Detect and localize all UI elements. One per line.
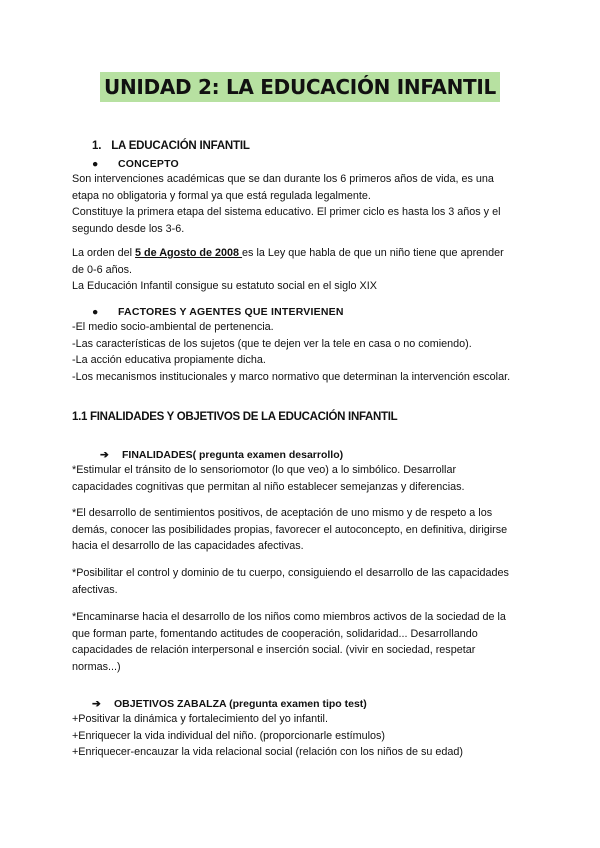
arrow-right-icon: ➔ xyxy=(100,449,109,461)
factores-label: FACTORES Y AGENTES QUE INTERVIENEN xyxy=(118,306,344,318)
finalidades-paragraph-3 xyxy=(72,565,509,598)
text-line: *Encaminarse hacia el desarrollo de los niños como miembros activos de la sociedad de la xyxy=(72,611,506,623)
section-1-heading xyxy=(92,140,250,152)
section-1-number: 1. xyxy=(92,140,102,152)
concepto-heading xyxy=(92,158,179,170)
text-line: capacidades de relación interpersonal e inserción social. (vivir en sociedad, respetar xyxy=(72,644,476,656)
concepto-paragraph xyxy=(72,171,500,237)
objetivos-heading xyxy=(92,698,367,710)
text-line: de 0-6 años. xyxy=(72,263,133,276)
orden-pre: La orden del xyxy=(72,247,136,259)
text-line: afectivas. xyxy=(72,583,118,596)
list-item: +Enriquecer la vida individual del niño. (proporcionarle estímulos) xyxy=(72,729,385,742)
list-item: -La acción educativa propiamente dicha. xyxy=(72,354,266,366)
list-item: +Enriquecer-encauzar la vida relacional social (relación con los niños de su edad) xyxy=(72,746,464,758)
factores-list xyxy=(72,319,510,385)
text-line: Son intervenciones académicas que se dan durante los 6 primeros años de vida, es una xyxy=(72,173,494,185)
page-title: UNIDAD 2: LA EDUCACIÓN INFANTIL xyxy=(100,72,500,102)
bullet-icon: ● xyxy=(92,158,99,170)
arrow-right-icon: ➔ xyxy=(92,698,101,710)
list-item: -Las características de los sujetos (que te dejen ver la tele en casa o no comiendo). xyxy=(72,337,472,350)
text-line: *Posibilitar el control y dominio de tu cuerpo, consiguiendo el desarrollo de las capacidades xyxy=(72,567,509,579)
finalidades-paragraph-4 xyxy=(72,609,506,675)
orden-paragraph xyxy=(72,245,504,295)
bullet-icon: ● xyxy=(92,306,99,318)
text-line: etapa no obligatoria y formal ya que está regulada legalmente. xyxy=(72,189,371,202)
text-line: que forman parte, fomentando actitudes de cooperación, solidaridad... Desarrollando xyxy=(72,627,478,640)
objetivos-label: OBJETIVOS ZABALZA (pregunta examen tipo test) xyxy=(114,698,367,710)
factores-heading xyxy=(92,306,344,318)
text-line xyxy=(72,245,504,262)
list-item: -El medio socio-ambiental de pertenencia. xyxy=(72,321,274,333)
text-line: *Estimular el tránsito de lo sensoriomotor (lo que veo) a lo simbólico. Desarrollar xyxy=(72,464,457,476)
orden-date: 5 de Agosto de 2008 xyxy=(135,247,243,259)
orden-post: es la Ley que habla de que un niño tiene que aprender xyxy=(242,247,504,259)
text-line: normas...) xyxy=(72,660,121,673)
section-1-title: LA EDUCACIÓN INFANTIL xyxy=(111,140,250,152)
text-line: capacidades cognitivas que permitan al niño establecer semejanzas y diferencias. xyxy=(72,480,465,493)
title-container xyxy=(0,72,600,102)
finalidades-heading xyxy=(100,449,343,461)
concepto-label: CONCEPTO xyxy=(118,158,179,170)
section-1-1-heading: 1.1 FINALIDADES Y OBJETIVOS DE LA EDUCACIÓN INFANTIL xyxy=(72,411,398,423)
finalidades-paragraph-1 xyxy=(72,462,465,495)
finalidades-paragraph-2 xyxy=(72,505,507,555)
text-line: La Educación Infantil consigue su estatuto social en el siglo XIX xyxy=(72,280,377,292)
text-line: hacia el desarrollo de las capacidades afectivas. xyxy=(72,540,304,552)
list-item: -Los mecanismos institucionales y marco normativo que determinan la intervención escolar. xyxy=(72,370,511,383)
finalidades-label: FINALIDADES( pregunta examen desarrollo) xyxy=(122,449,344,461)
list-item: +Positivar la dinámica y fortalecimiento del yo infantil. xyxy=(72,713,328,725)
text-line: *El desarrollo de sentimientos positivos, de aceptación de uno mismo y de respeto a los xyxy=(72,507,493,519)
text-line: demás, conocer las posibilidades propias, favorecer el autoconcepto, en definitiva, dirigirse xyxy=(72,523,508,536)
text-line: segundo desde los 3-6. xyxy=(72,222,185,235)
objetivos-list xyxy=(72,711,463,761)
text-line: Constituye la primera etapa del sistema educativo. El primer ciclo es hasta los 3 años y el xyxy=(72,206,501,218)
